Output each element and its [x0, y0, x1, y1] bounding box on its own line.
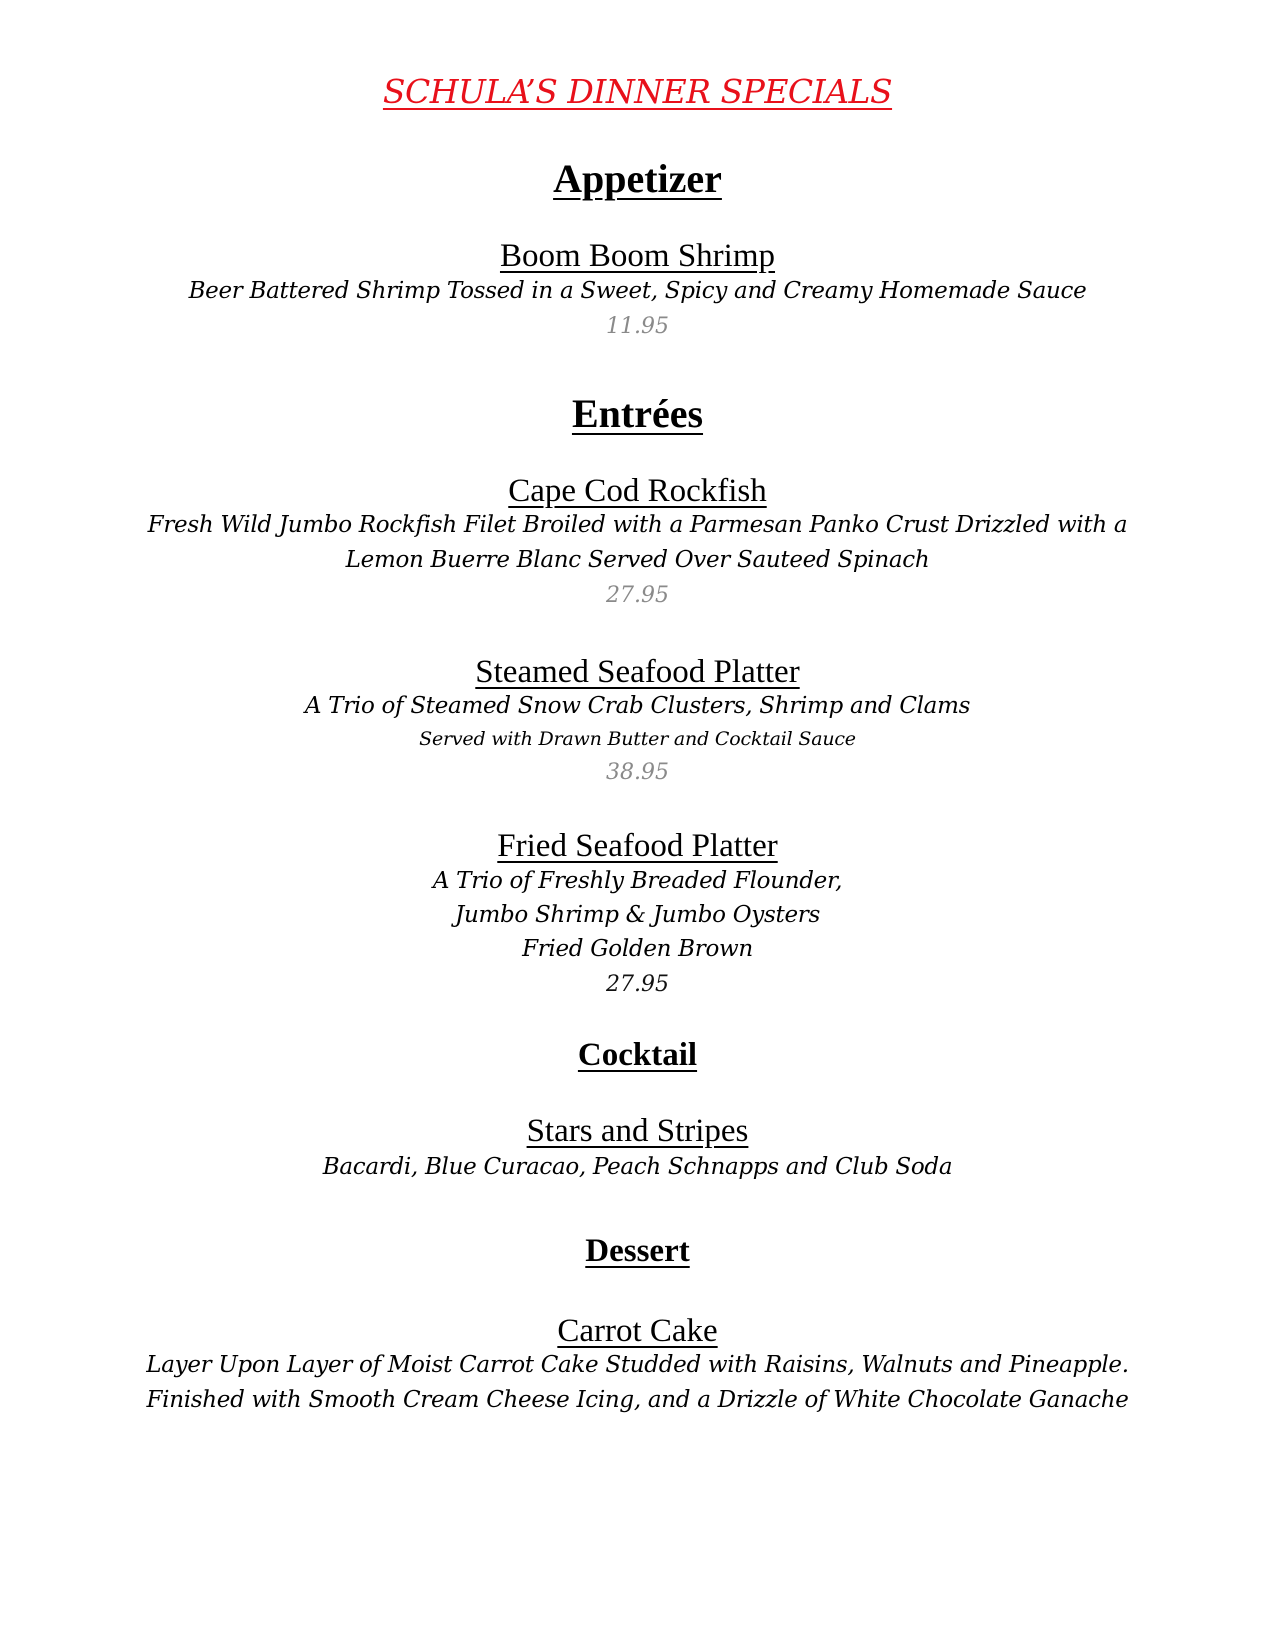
item-name-steamed-seafood-platter: Steamed Seafood Platter	[475, 654, 800, 690]
item-price-steamed-seafood-platter: 38.95	[606, 760, 669, 785]
section-heading-entrees: Entrées	[571, 391, 704, 436]
item-name-cape-cod-rockfish: Cape Cod Rockfish	[508, 473, 767, 509]
item-desc-line: A Trio of Steamed Snow Crab Clusters, Shrimp and Clams	[304, 693, 971, 719]
item-desc-line: Finished with Smooth Cream Cheese Icing, and a Drizzle of White Chocolate Ganache	[146, 1387, 1129, 1413]
section-heading-cocktail: Cocktail	[577, 1037, 698, 1073]
section-heading-appetizer: Appetizer	[553, 156, 722, 201]
item-price-boom-boom-shrimp: 11.95	[606, 314, 669, 339]
item-desc-line: A Trio of Freshly Breaded Flounder,	[432, 868, 843, 894]
item-desc-line: Jumbo Shrimp & Jumbo Oysters	[455, 902, 820, 928]
item-name-boom-boom-shrimp: Boom Boom Shrimp	[499, 238, 776, 274]
item-desc-line-small: Served with Drawn Butter and Cocktail Sauce	[419, 728, 856, 750]
item-name-fried-seafood-platter: Fried Seafood Platter	[497, 828, 778, 864]
item-desc-line: Fried Golden Brown	[522, 936, 753, 962]
item-name-stars-and-stripes: Stars and Stripes	[526, 1113, 749, 1149]
item-desc-line: Lemon Buerre Blanc Served Over Sauteed Spinach	[345, 547, 930, 573]
item-price-cape-cod-rockfish: 27.95	[606, 583, 669, 608]
section-heading-dessert: Dessert	[585, 1233, 690, 1269]
item-desc-line: Fresh Wild Jumbo Rockfish Filet Broiled with a Parmesan Panko Crust Drizzled with a	[147, 512, 1128, 538]
item-price-fried-seafood-platter: 27.95	[606, 972, 669, 997]
item-name-carrot-cake: Carrot Cake	[557, 1313, 718, 1349]
menu-title: SCHULA’S DINNER SPECIALS	[382, 72, 893, 111]
item-desc-stars-and-stripes: Bacardi, Blue Curacao, Peach Schnapps and Club Soda	[322, 1154, 953, 1180]
item-desc-line: Layer Upon Layer of Moist Carrot Cake Studded with Raisins, Walnuts and Pineapple.	[146, 1352, 1129, 1378]
item-desc-boom-boom-shrimp: Beer Battered Shrimp Tossed in a Sweet, Spicy and Creamy Homemade Sauce	[188, 278, 1087, 304]
